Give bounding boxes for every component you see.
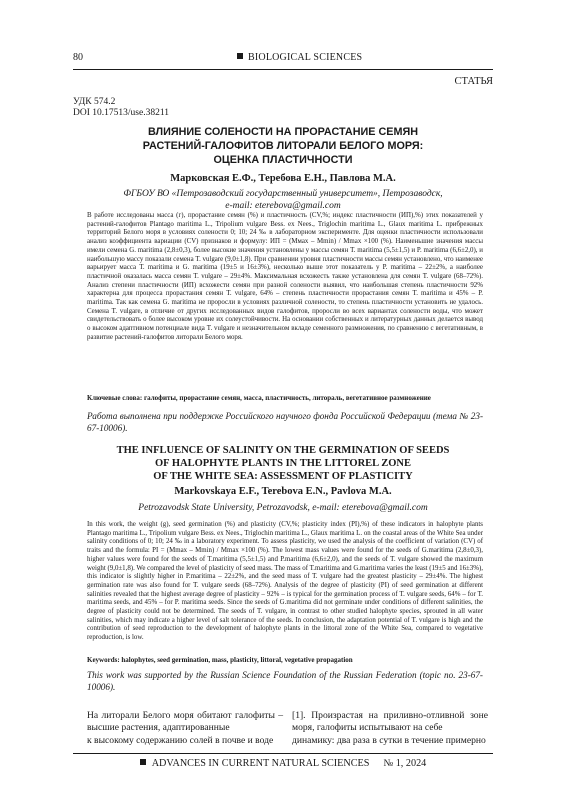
ru-affiliation: [73, 188, 493, 212]
body-text-line: динамику: два раза в сутки в течение примерно: [292, 734, 486, 746]
body-text-line: [1]. Произрастая на приливно-отливной зоне моря, галофиты испытывают на себе: [292, 710, 488, 734]
en-title-line: OF HALOPHYTE PLANTS IN THE LITTOREL ZONE: [155, 458, 411, 469]
ru-keywords: Ключевые слова: галофиты, прорастание семян, масса, пластичность, литораль, вегетативное размножение: [87, 394, 431, 402]
section-label: СТАТЬЯ: [454, 76, 493, 87]
journal-section-label: BIOLOGICAL SCIENCES: [248, 52, 363, 63]
ru-title: [73, 125, 493, 167]
journal-section-header: [237, 52, 362, 63]
ru-authors: Марковская Е.Ф., Теребова Е.Н., Павлова М.А.: [170, 173, 396, 184]
en-keywords: Keywords: halophytes, seed germination, mass, plasticity, littoral, vegetative propagation: [87, 656, 353, 664]
square-bullet-icon: [140, 759, 146, 765]
udk-code: УДК 574.2: [73, 97, 116, 107]
doi: DOI 10.17513/use.38211: [73, 108, 169, 118]
en-abstract: In this work, the weight (g), seed germination (%) and plasticity (CV,%; plasticity index (PI),%) of these indicators in halophyte plants Plantago maritima L., Tripolium vulgare Bess. ex Nees., Triglochin maritima L., Glaux maritima L. on the coastal areas of the White Sea under salinity conditions of 0; 10; 24 ‰ in a laboratory experiment. To assess plasticity, we used the analysis of the coefficient of variation (CV) of traits and the formula: PI = (Mmax – Mmin) / Mmax ×100 (%). The lowest mass values were found for the seeds of G.maritima (2,8±0,3), higher values were found for the seeds of T.maritima (5,5±1,5) and P.maritima (6,6±2,0), and the seeds of T. vulgare showed the maximum weight (9,0±1,8). We compared the level of plasticity of seed mass. The mass of T.maritima and G.maritima varies the least (19±5 and 16±3%), this indicator is slightly higher in P.maritima – 22±2%, and the seed mass of T. vulgare had the greatest plasticity – 29±4%. The highest germination rate was also found for T. vulgare seeds (68–72%). Analysis of the degree of plasticity (PI) of seed germination at different salinities revealed that the highest average degree of plasticity – 92% – is typical for the germination process of T. vulgare seeds, 64% – for T. maritima seeds, and 45% – for P. maritima seeds. Since the seeds of G.maritima did not germinate under conditions of different salinities, the degree of plasticity could not be determined. The seeds of T. vulgare, in contrast to other studied halophyte species, sprouted in all water salinities, which may indicate a higher level of salt tolerance of the seeds. In conclusion, the adaptation potential of T. vulgare is high and the contribution of seed reproduction to the development of halophyte plants in the littoral zone of the White Sea, compared to vegetative reproduction, is low.: [87, 521, 483, 642]
ru-affiliation-line: ФГБОУ ВО «Петрозаводский государственный университет», Петрозаводск,: [123, 189, 443, 199]
ru-funding-note: Работа выполнена при поддержке Российского научного фонда Российской Федерации (тема № 23-67-10006).: [87, 411, 483, 433]
en-authors: Markovskaya E.F., Terebova E.N., Pavlova M.A.: [174, 486, 392, 497]
body-column-right: [292, 710, 488, 747]
ru-affiliation-line: e-mail: eterebova@gmail.com: [225, 201, 341, 211]
en-title-line: THE INFLUENCE OF SALINITY ON THE GERMINATION OF SEEDS: [116, 445, 450, 456]
page-footer: [73, 753, 493, 769]
en-title: [73, 444, 493, 483]
page-number: 80: [73, 52, 83, 63]
page-header: [73, 47, 493, 70]
en-affiliation: Petrozavodsk State University, Petrozavodsk, e-mail: eterebova@gmail.com: [138, 503, 428, 513]
ru-abstract: В работе исследованы масса (г), прорастание семян (%) и пластичность (CV,%; индекс пластичности (ИП),%) этих показателей у растений-галофитов Plantago maritima L., Tripolium vulgare Bess. ex Nees., Triglochin maritima L., Glaux maritima L. прибрежных территорий Белого моря в условиях солености 0; 10; 24 ‰ в лабораторном эксперименте. Для оценки пластичности использовали анализ коэффициента вариации (CV) признаков и формулу: ИП = (Mмах – Mmin) / Mmax ×100 (%). Наименьшие значения массы имели семена G. maritima (2,8±0,3), более высокие значения установлены у массы семян T. maritima (5,5±1,5) и P. maritima (6,6±2,0), и наибольшую массу показали семена T. vulgare (9,0±1,8). При сравнении уровня пластичности массы семян установлено, что наименее варьирует масса T. maritima и G. maritima (19±5 и 16±3%), несколько выше этот показатель у P. maritima – 22±2%, а наиболее пластичной оказалась масса семян T. vulgare – 29±4%. Максимальная всхожесть также установлена для семян T. vulgare (68–72%). Анализ степени пластичности (ИП) всхожести семян при разной солености выявил, что наибольшая степень пластичности 92% характерна для процесса прорастания семян T. vulgare, 64% – степень пластичности прорастания семян T. maritima и 45% – P. maritima. Так как семена G. maritima не проросли в условиях различной солености, то степень пластичности установить не удалось. Семена T. vulgare, в отличие от других исследованных видов галофитов, проросли во всех вариантах солености воды, что может свидетельствовать о более высоком уровне их солеустойчивости. На основании собственных и литературных данных делается вывод о высоком адаптивном потенциале вида T. vulgare и незначительном вкладе семенного размножения, по сравнению с вегетативным, в развитие растений-галофитов литорали Белого моря.: [87, 212, 483, 341]
en-funding-note: This work was supported by the Russian Science Foundation of the Russian Federation (topic no. 23-67-10006).: [87, 670, 483, 692]
body-column-left: [87, 710, 283, 747]
ru-title-line: РАСТЕНИЙ-ГАЛОФИТОВ ЛИТОРАЛИ БЕЛОГО МОРЯ:: [142, 140, 424, 152]
footer-issue: № 1, 2024: [383, 758, 427, 769]
footer-journal-name: ADVANCES IN CURRENT NATURAL SCIENCES: [151, 758, 370, 769]
body-text-line: к высокому содержанию солей в почве и воде: [87, 734, 274, 746]
body-text-line: На литорали Белого моря обитают галофиты – высшие растения, адаптированные: [87, 710, 283, 734]
ru-title-line: ВЛИЯНИЕ СОЛЕНОСТИ НА ПРОРАСТАНИЕ СЕМЯН: [147, 126, 419, 138]
square-bullet-icon: [237, 53, 243, 59]
ru-title-line: ОЦЕНКА ПЛАСТИЧНОСТИ: [213, 154, 353, 166]
article-identifiers: [73, 97, 169, 119]
en-title-line: OF THE WHITE SEA: ASSESSMENT OF PLASTICITY: [153, 471, 413, 482]
